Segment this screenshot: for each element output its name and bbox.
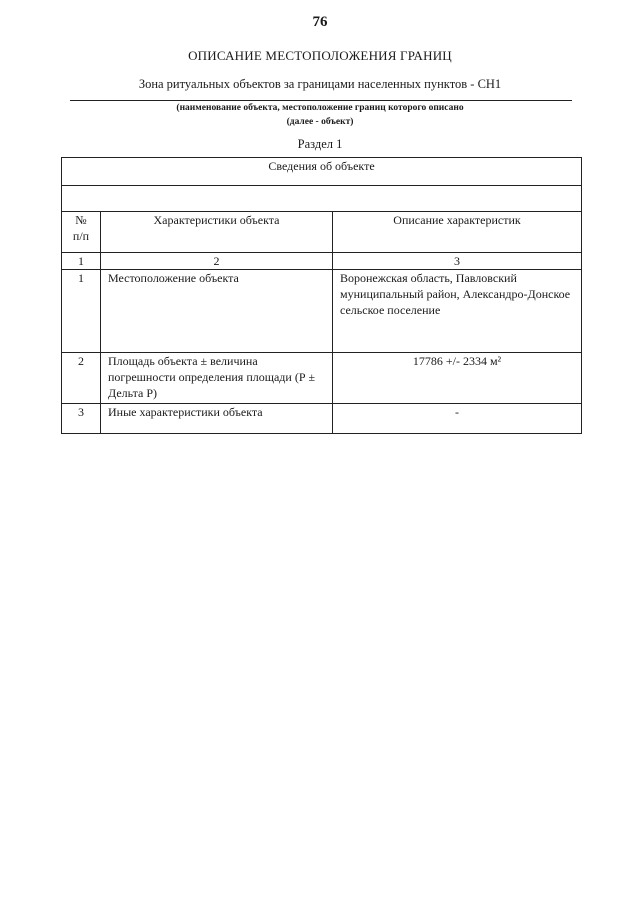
row-number: 3 (62, 404, 101, 434)
header-characteristic: Характеристики объекта (101, 212, 333, 253)
row-description: - (333, 404, 582, 434)
row-characteristic: Иные характеристики объекта (101, 404, 333, 434)
header-description: Описание характеристик (333, 212, 582, 253)
section-label: Раздел 1 (297, 137, 343, 151)
object-info-table (61, 157, 582, 434)
page-number: 76 (312, 14, 328, 30)
table-caption: Сведения об объекте (62, 158, 582, 186)
table-caption-row (62, 158, 582, 186)
table-row (62, 353, 582, 404)
object-note-line1: (наименование объекта, местоположение границ которого описано (176, 103, 464, 113)
row-number: 1 (62, 270, 101, 353)
document-title: ОПИСАНИЕ МЕСТОПОЛОЖЕНИЯ ГРАНИЦ (188, 48, 452, 63)
row-characteristic: Площадь объекта ± величина погрешности определения площади (Р ± Дельта Р) (101, 353, 333, 404)
column-number-3: 3 (333, 253, 582, 270)
row-characteristic: Местоположение объекта (101, 270, 333, 353)
row-number: 2 (62, 353, 101, 404)
object-note-line2: (далее - объект) (286, 117, 354, 127)
object-name: Зона ритуальных объектов за границами населенных пунктов - СН1 (138, 77, 502, 91)
row-description: Воронежская область, Павловский муниципальный район, Александро-Донское сельское поселение (333, 270, 582, 353)
header-number: № п/п (62, 212, 101, 253)
table-row (62, 270, 582, 353)
column-number-row (62, 253, 582, 270)
table-row (62, 404, 582, 434)
row-description: 17786 +/- 2334 м² (333, 353, 582, 404)
column-number-1: 1 (62, 253, 101, 270)
table-header-row (62, 212, 582, 253)
underline-rule (70, 100, 572, 101)
table-empty-row (62, 186, 582, 212)
column-number-2: 2 (101, 253, 333, 270)
empty-cell (62, 186, 582, 212)
